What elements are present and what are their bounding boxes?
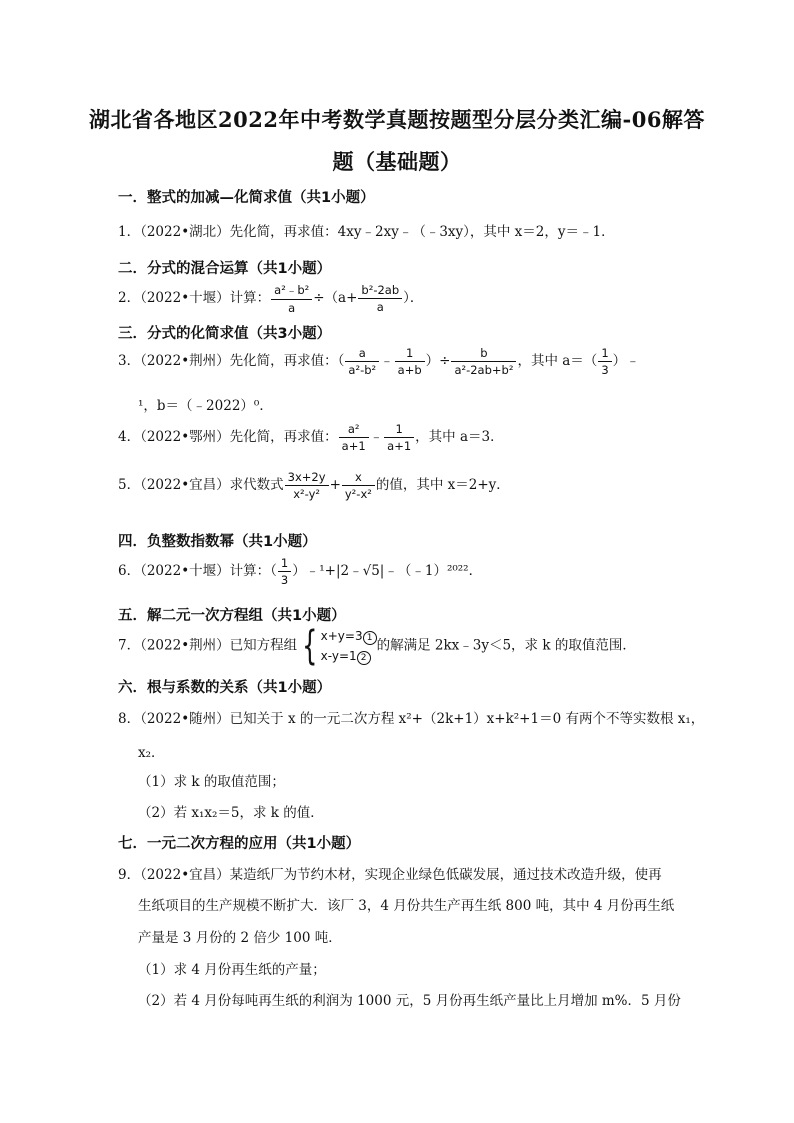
section-heading-3: 三．分式的化简求值（共3小题）: [118, 326, 332, 342]
section-heading-4: 四．负整数指数幂（共1小题）: [118, 534, 317, 550]
question-8-line1: 8．（2022•随州）已知关于 x 的一元二次方程 x²+（2k+1）x+k²+1＝0 有两个不等实数根 x₁，: [118, 711, 705, 727]
question-1: 1．（2022•湖北）先化简，再求值：4xy﹣2xy﹣（﹣3xy），其中 x＝2，y＝﹣1．: [118, 224, 615, 240]
q6-fraction-1: $\frac{1}{3}$: [278, 556, 291, 587]
q5-fraction-2: $\frac{x}{\text{y²-x²}}$: [342, 470, 375, 501]
question-9-line2: 生纸项目的生产规模不断扩大．该厂 3，4 月份共生产再生纸 800 吨，其中 4 月份再生纸: [138, 898, 675, 914]
question-9-part1: （1）求 4 月份再生纸的产量；: [138, 962, 326, 978]
section-heading-5: 五．解二元一次方程组（共1小题）: [118, 608, 346, 624]
question-8-part1: （1）求 k 的取值范围；: [138, 774, 285, 790]
q3-fraction-2: $\frac{1}{a+b}$: [395, 346, 425, 377]
question-4: 4．（2022•鄂州）先化简，再求值： $\frac{\text{a²}}{a+1}$ ﹣ $\frac{1}{a+1}$ ，其中 a＝3．: [118, 422, 504, 453]
section-heading-6: 六．根与系数的关系（共1小题）: [118, 680, 332, 696]
document-title-line1: 湖北省各地区2022年中考数学真题按题型分层分类汇编-06解答: [89, 107, 705, 132]
question-8-part2: （2）若 x₁x₂＝5，求 k 的值．: [138, 805, 324, 821]
q2-fraction-2: $\frac{\text{b²-2ab}}{a}$: [358, 283, 402, 314]
question-2: 2．（2022•十堰）计算： $\frac{\text{a²﹣b²}}{a}$ ÷（a+ $\frac{\text{b²-2ab}}{a}$ ）．: [118, 283, 424, 315]
q3-fraction-3: $\frac{b}{\text{a²-2ab+b²}}$: [451, 346, 516, 377]
q5-fraction-1: $\frac{3x+2y}{\text{x²-y²}}$: [285, 470, 329, 501]
question-7: 7．（2022•荆州）已知方程组 { x+y=3 1 x-y=1 2 的解满足 2kx﹣3y＜5，求 k 的取值范围．: [118, 623, 636, 669]
q2-prefix: 2．（2022•十堰）计算：: [118, 290, 271, 306]
question-8-line2: x₂．: [138, 745, 165, 761]
section-heading-2: 二．分式的混合运算（共1小题）: [118, 261, 332, 277]
question-3-line2: ¹，b＝（﹣2022）⁰．: [138, 398, 273, 414]
q3-fraction-4: $\frac{1}{3}$: [598, 346, 611, 377]
question-3: 3．（2022•荆州）先化简，再求值：（ $\frac{a}{\text{a²-b²}}$ ﹣ $\frac{1}{a+b}$ ）÷ $\frac{b}{\text{a²-2ab+b²}}$ ，其中 a＝（ $\frac{1}{3}$ ）﹣: [118, 346, 640, 377]
q7-equation-system: { x+y=3 1 x-y=1 2: [297, 626, 376, 666]
q2-fraction-1: $\frac{\text{a²﹣b²}}{a}$: [271, 282, 312, 315]
section-heading-1: 一．整式的加减—化简求值（共1小题）: [118, 190, 375, 206]
section-heading-7: 七．一元二次方程的应用（共1小题）: [118, 836, 361, 852]
question-9-line3: 产量是 3 月份的 2 倍少 100 吨．: [138, 930, 342, 946]
q4-fraction-1: $\frac{\text{a²}}{a+1}$: [339, 422, 369, 453]
question-9-part2: （2）若 4 月份每吨再生纸的利润为 1000 元，5 月份再生纸产量比上月增加 m%．5 月份: [138, 993, 681, 1009]
circled-number-1: 1: [363, 631, 377, 645]
question-6: 6．（2022•十堰）计算：（ $\frac{1}{3}$ ）﹣¹+|2﹣√5|﹣（﹣1）²⁰²²．: [118, 556, 483, 587]
question-5: 5．（2022•宜昌）求代数式 $\frac{3x+2y}{\text{x²-y²}}$ + $\frac{x}{\text{y²-x²}}$ 的值，其中 x＝2+y．: [118, 470, 510, 501]
document-title-line2: 题（基础题）: [332, 149, 462, 174]
q3-fraction-1: $\frac{a}{\text{a²-b²}}$: [345, 346, 379, 377]
q4-fraction-2: $\frac{1}{a+1}$: [384, 422, 414, 453]
circled-number-2: 2: [357, 651, 371, 665]
question-9-line1: 9．（2022•宜昌）某造纸厂为节约木材，实现企业绿色低碳发展，通过技术改造升级，使再: [118, 867, 662, 883]
